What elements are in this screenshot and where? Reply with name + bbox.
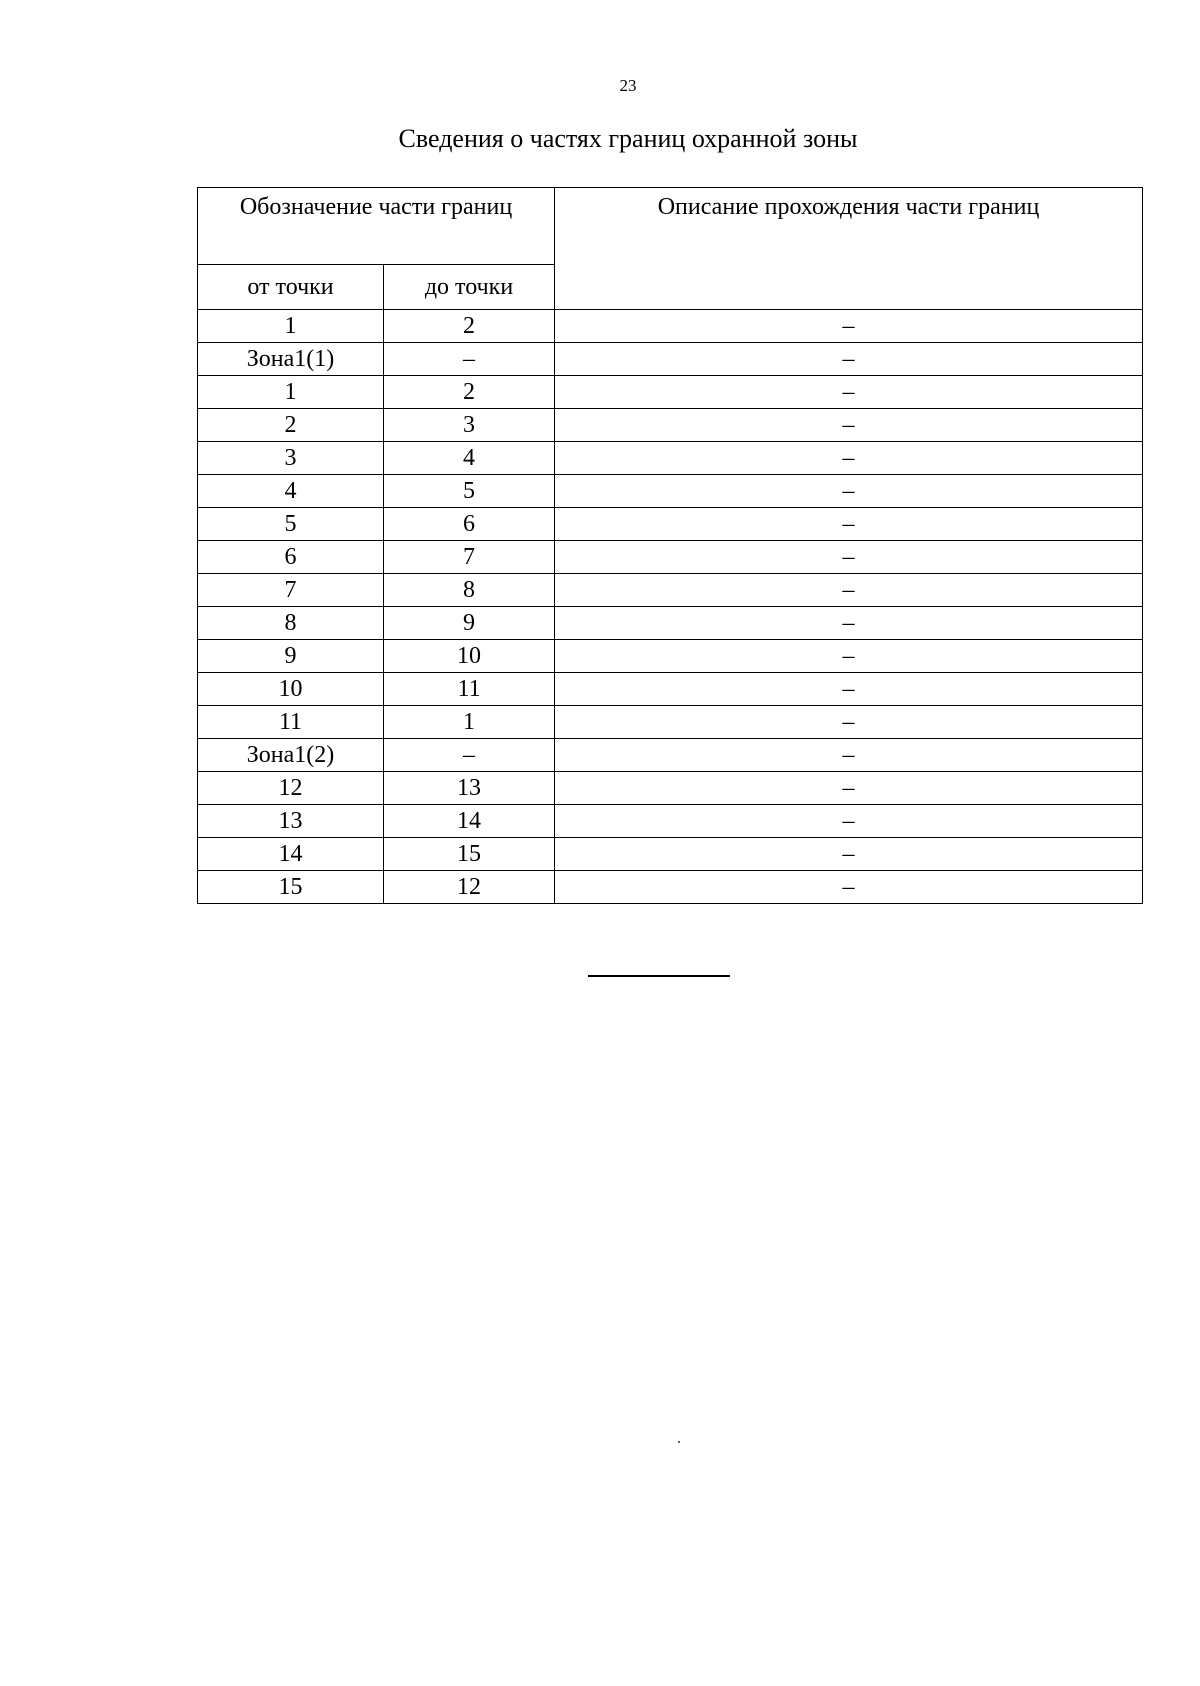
cell-to-point: – bbox=[384, 343, 555, 376]
cell-to-point: 11 bbox=[384, 673, 555, 706]
cell-from-point: 8 bbox=[198, 607, 384, 640]
cell-to-point: 3 bbox=[384, 409, 555, 442]
cell-description: – bbox=[555, 838, 1143, 871]
table-row bbox=[198, 574, 1143, 607]
table-row bbox=[198, 673, 1143, 706]
cell-from-point: 15 bbox=[198, 871, 384, 904]
table-row bbox=[198, 475, 1143, 508]
cell-from-point: 11 bbox=[198, 706, 384, 739]
cell-to-point: 10 bbox=[384, 640, 555, 673]
table-row bbox=[198, 805, 1143, 838]
cell-description: – bbox=[555, 805, 1143, 838]
cell-description: – bbox=[555, 508, 1143, 541]
cell-to-point: 2 bbox=[384, 376, 555, 409]
table-row bbox=[198, 541, 1143, 574]
cell-to-point: 13 bbox=[384, 772, 555, 805]
table-row bbox=[198, 871, 1143, 904]
cell-to-point: 8 bbox=[384, 574, 555, 607]
cell-from-point: 2 bbox=[198, 409, 384, 442]
page-title: Сведения о частях границ охранной зоны bbox=[398, 124, 858, 153]
cell-from-point: 9 bbox=[198, 640, 384, 673]
cell-from-point: 3 bbox=[198, 442, 384, 475]
cell-description: – bbox=[555, 607, 1143, 640]
table-row bbox=[198, 310, 1143, 343]
cell-to-point: 5 bbox=[384, 475, 555, 508]
cell-description: – bbox=[555, 442, 1143, 475]
cell-to-point: 6 bbox=[384, 508, 555, 541]
table-header-row bbox=[198, 188, 1143, 265]
cell-description: – bbox=[555, 310, 1143, 343]
header-description: Описание прохождения части границ bbox=[555, 188, 1143, 310]
cell-from-point: Зона1(1) bbox=[198, 343, 384, 376]
cell-from-point: 12 bbox=[198, 772, 384, 805]
cell-to-point: 7 bbox=[384, 541, 555, 574]
table-row bbox=[198, 706, 1143, 739]
cell-description: – bbox=[555, 409, 1143, 442]
page-number: 23 bbox=[619, 76, 637, 95]
cell-to-point: 14 bbox=[384, 805, 555, 838]
table-row bbox=[198, 343, 1143, 376]
cell-from-point: 10 bbox=[198, 673, 384, 706]
cell-from-point: 14 bbox=[198, 838, 384, 871]
table-row bbox=[198, 376, 1143, 409]
cell-from-point: 7 bbox=[198, 574, 384, 607]
cell-description: – bbox=[555, 871, 1143, 904]
cell-description: – bbox=[555, 475, 1143, 508]
end-divider-line bbox=[588, 975, 730, 977]
cell-from-point: 13 bbox=[198, 805, 384, 838]
scan-speck bbox=[678, 1441, 680, 1443]
cell-to-point: – bbox=[384, 739, 555, 772]
cell-description: – bbox=[555, 772, 1143, 805]
table-row bbox=[198, 442, 1143, 475]
table-row bbox=[198, 640, 1143, 673]
cell-to-point: 1 bbox=[384, 706, 555, 739]
cell-to-point: 2 bbox=[384, 310, 555, 343]
table-row bbox=[198, 508, 1143, 541]
cell-description: – bbox=[555, 541, 1143, 574]
table-row bbox=[198, 409, 1143, 442]
cell-description: – bbox=[555, 376, 1143, 409]
header-designation: Обозначение части границ bbox=[198, 188, 555, 265]
table-row bbox=[198, 772, 1143, 805]
cell-from-point: 6 bbox=[198, 541, 384, 574]
cell-description: – bbox=[555, 574, 1143, 607]
cell-description: – bbox=[555, 739, 1143, 772]
cell-description: – bbox=[555, 706, 1143, 739]
table-body bbox=[198, 188, 1143, 904]
cell-from-point: 1 bbox=[198, 310, 384, 343]
cell-description: – bbox=[555, 343, 1143, 376]
cell-description: – bbox=[555, 640, 1143, 673]
cell-to-point: 15 bbox=[384, 838, 555, 871]
cell-to-point: 12 bbox=[384, 871, 555, 904]
cell-description: – bbox=[555, 673, 1143, 706]
cell-from-point: 5 bbox=[198, 508, 384, 541]
cell-from-point: 1 bbox=[198, 376, 384, 409]
cell-to-point: 4 bbox=[384, 442, 555, 475]
cell-to-point: 9 bbox=[384, 607, 555, 640]
header-to-point: до точки bbox=[384, 265, 555, 310]
cell-from-point: Зона1(2) bbox=[198, 739, 384, 772]
table-row bbox=[198, 607, 1143, 640]
boundary-parts-table bbox=[197, 187, 1143, 904]
cell-from-point: 4 bbox=[198, 475, 384, 508]
table-row bbox=[198, 739, 1143, 772]
table-row bbox=[198, 838, 1143, 871]
header-from-point: от точки bbox=[198, 265, 384, 310]
